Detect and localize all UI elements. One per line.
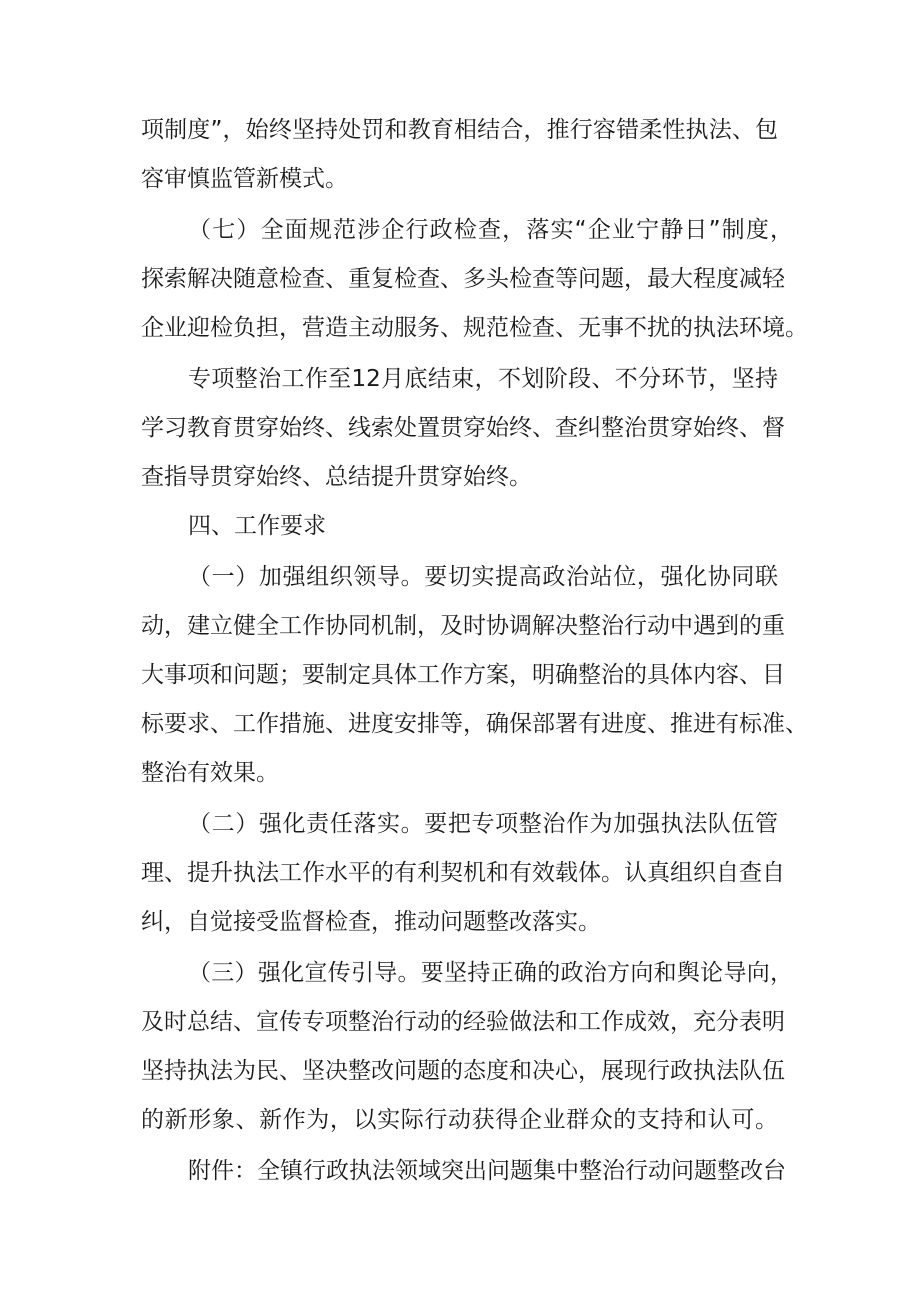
text-line: 动，建立健全工作协同机制，及时协调解决整治行动中遇到的重 [141, 613, 785, 639]
text-line: （二）强化责任落实。要把专项整治作为加强执法队伍管 [188, 811, 778, 837]
text-line: 探索解决随意检查、重复检查、多头检查等问题，最大程度减轻 [141, 266, 785, 292]
text-line: （一）加强组织领导。要切实提高政治站位，强化协同联 [188, 564, 778, 590]
text-line: 的新形象、新作为，以实际行动获得企业群众的支持和认可。 [141, 1107, 778, 1133]
attachment-line: 附件：全镇行政执法领域突出问题集中整治行动问题整改台 [188, 1158, 786, 1184]
text-line: 学习教育贯穿始终、线索处置贯穿始终、查纠整治贯穿始终、督 [141, 415, 785, 441]
text-line: 纠，自觉接受监督检查，推动问题整改落实。 [141, 909, 601, 935]
text-line: 容审慎监管新模式。 [141, 166, 348, 192]
text-line: （三）强化宣传引导。要坚持正确的政治方向和舆论导向， [188, 960, 793, 986]
text-line: 理、提升执法工作水平的有利契机和有效载体。认真组织自查自 [141, 860, 785, 886]
text-line: 坚持执法为民、坚决整改问题的态度和决心，展现行政执法队伍 [141, 1058, 785, 1084]
text-line: 整治有效果。 [141, 760, 279, 786]
section-heading: 四、工作要求 [188, 513, 326, 539]
text-line: 及时总结、宣传专项整治行动的经验做法和工作成效，充分表明 [141, 1009, 785, 1035]
text-line: 专项整治工作至12月底结束，不划阶段、不分环节，坚持 [188, 366, 778, 392]
text-line: 企业迎检负担，营造主动服务、规范检查、无事不扰的执法环境。 [141, 315, 808, 341]
text-line: 大事项和问题；要制定具体工作方案，明确整治的具体内容、目 [141, 662, 785, 688]
text-line: （七）全面规范涉企行政检查，落实“企业宁静日”制度， [188, 217, 793, 243]
text-line: 标要求、工作措施、进度安排等，确保部署有进度、推进有标准、 [141, 711, 808, 737]
text-line: 查指导贯穿始终、总结提升贯穿始终。 [141, 464, 532, 490]
text-line: 项制度”，始终坚持处罚和教育相结合，推行容错柔性执法、包 [141, 117, 778, 143]
